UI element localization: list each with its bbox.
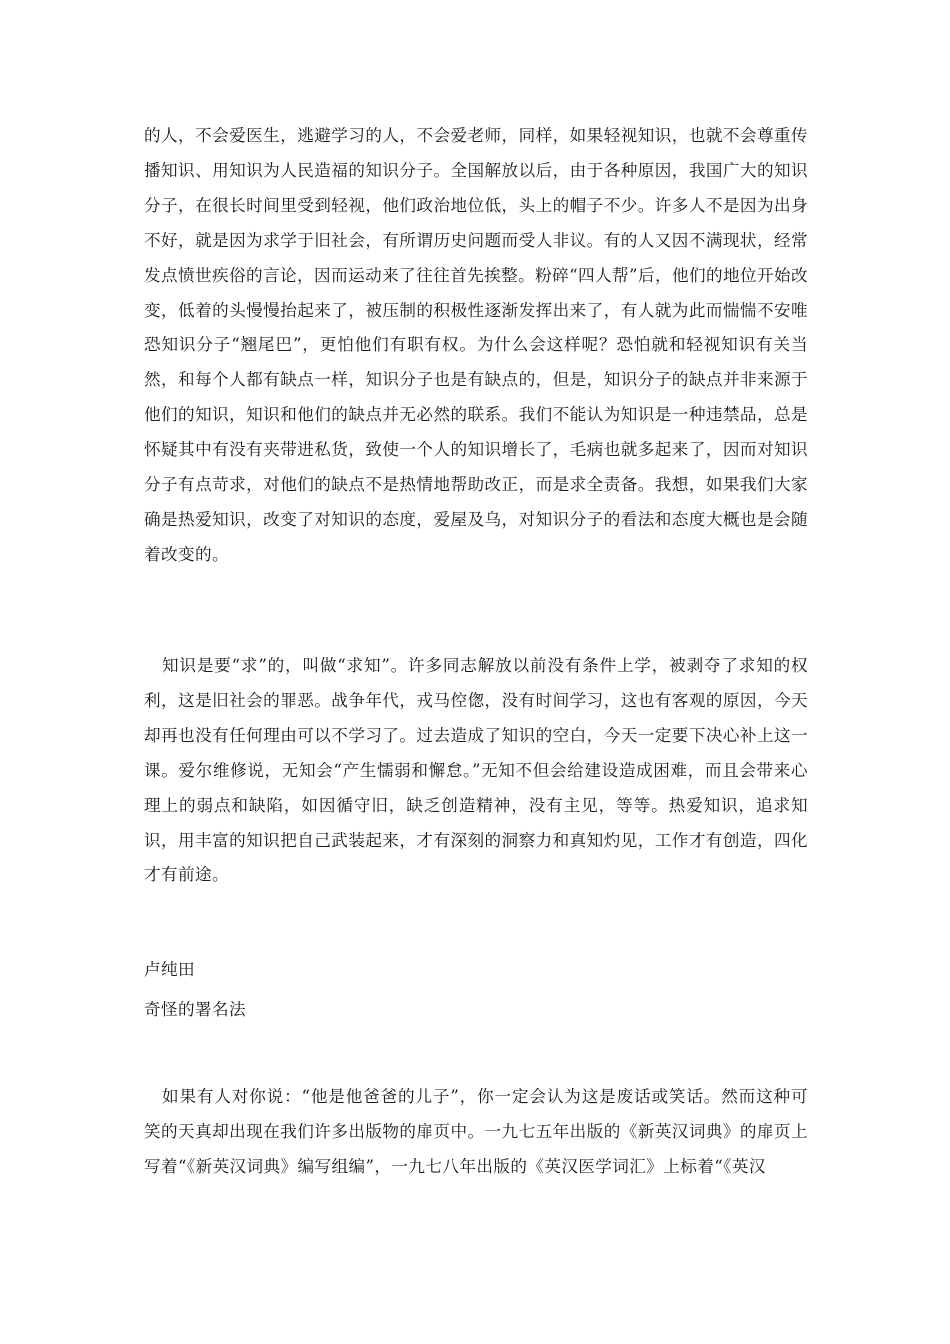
author-name: 卢纯田 [144, 960, 195, 979]
body-paragraph-2: 知识是要“求”的，叫做“求知”。许多同志解放以前没有条件上学，被剥夺了求知的权利，这是旧社会的罪恶。战争年代，戎马倥偬，没有时间学习，这也有客观的原因，今天却再也没有任何理由可以不学习了。过去造成了知识的空白，今天一定要下决心补上这一课。爱尔维修说，无知会“产生懦弱和懈怠。”无知不但会给建设造成困难，而且会带来心理上的弱点和缺陷，如因循守旧，缺乏创造精神，没有主见，等等。热爱知识，追求知识，用丰富的知识把自己武装起来，才有深刻的洞察力和真知灼见，工作才有创造，四化才有前途。 [144, 656, 808, 885]
article-title: 奇怪的署名法 [144, 1000, 246, 1019]
body-paragraph-3: 如果有人对你说：“他是他爸爸的儿子”，你一定会认为这是废话或笑话。然而这种可笑的天真却出现在我们许多出版物的扉页中。一九七五年出版的《新英汉词典》的扉页上写着“《新英汉词典》编写组编”，一九七八年出版的《英汉医学词汇》上标着“《英汉 [144, 1087, 808, 1176]
body-paragraph-1: 的人，不会爱医生，逃避学习的人，不会爱老师，同样，如果轻视知识，也就不会尊重传播知识、用知识为人民造福的知识分子。全国解放以后，由于各种原因，我国广大的知识分子，在很长时间里受到轻视，他们政治地位低，头上的帽子不少。许多人不是因为出身不好，就是因为求学于旧社会，有所谓历史问题而受人非议。有的人又因不满现状，经常发点愤世疾俗的言论，因而运动来了往往首先挨整。粉碎“四人帮”后，他们的地位开始改变，低着的头慢慢抬起来了，被压制的积极性逐渐发挥出来了，有人就为此而惴惴不安唯恐知识分子“翘尾巴”，更怕他们有职有权。为什么会这样呢？恐怕就和轻视知识有关当然，和每个人都有缺点一样，知识分子也是有缺点的，但是，知识分子的缺点并非来源于他们的知识，知识和他们的缺点并无必然的联系。我们不能认为知识是一种违禁品，总是怀疑其中有没有夹带进私货，致使一个人的知识增长了，毛病也就多起来了，因而对知识分子有点苛求，对他们的缺点不是热情地帮助改正，而是求全责备。我想，如果我们大家确是热爱知识，改变了对知识的态度，爱屋及乌，对知识分子的看法和态度大概也是会随着改变的。 [144, 126, 808, 564]
